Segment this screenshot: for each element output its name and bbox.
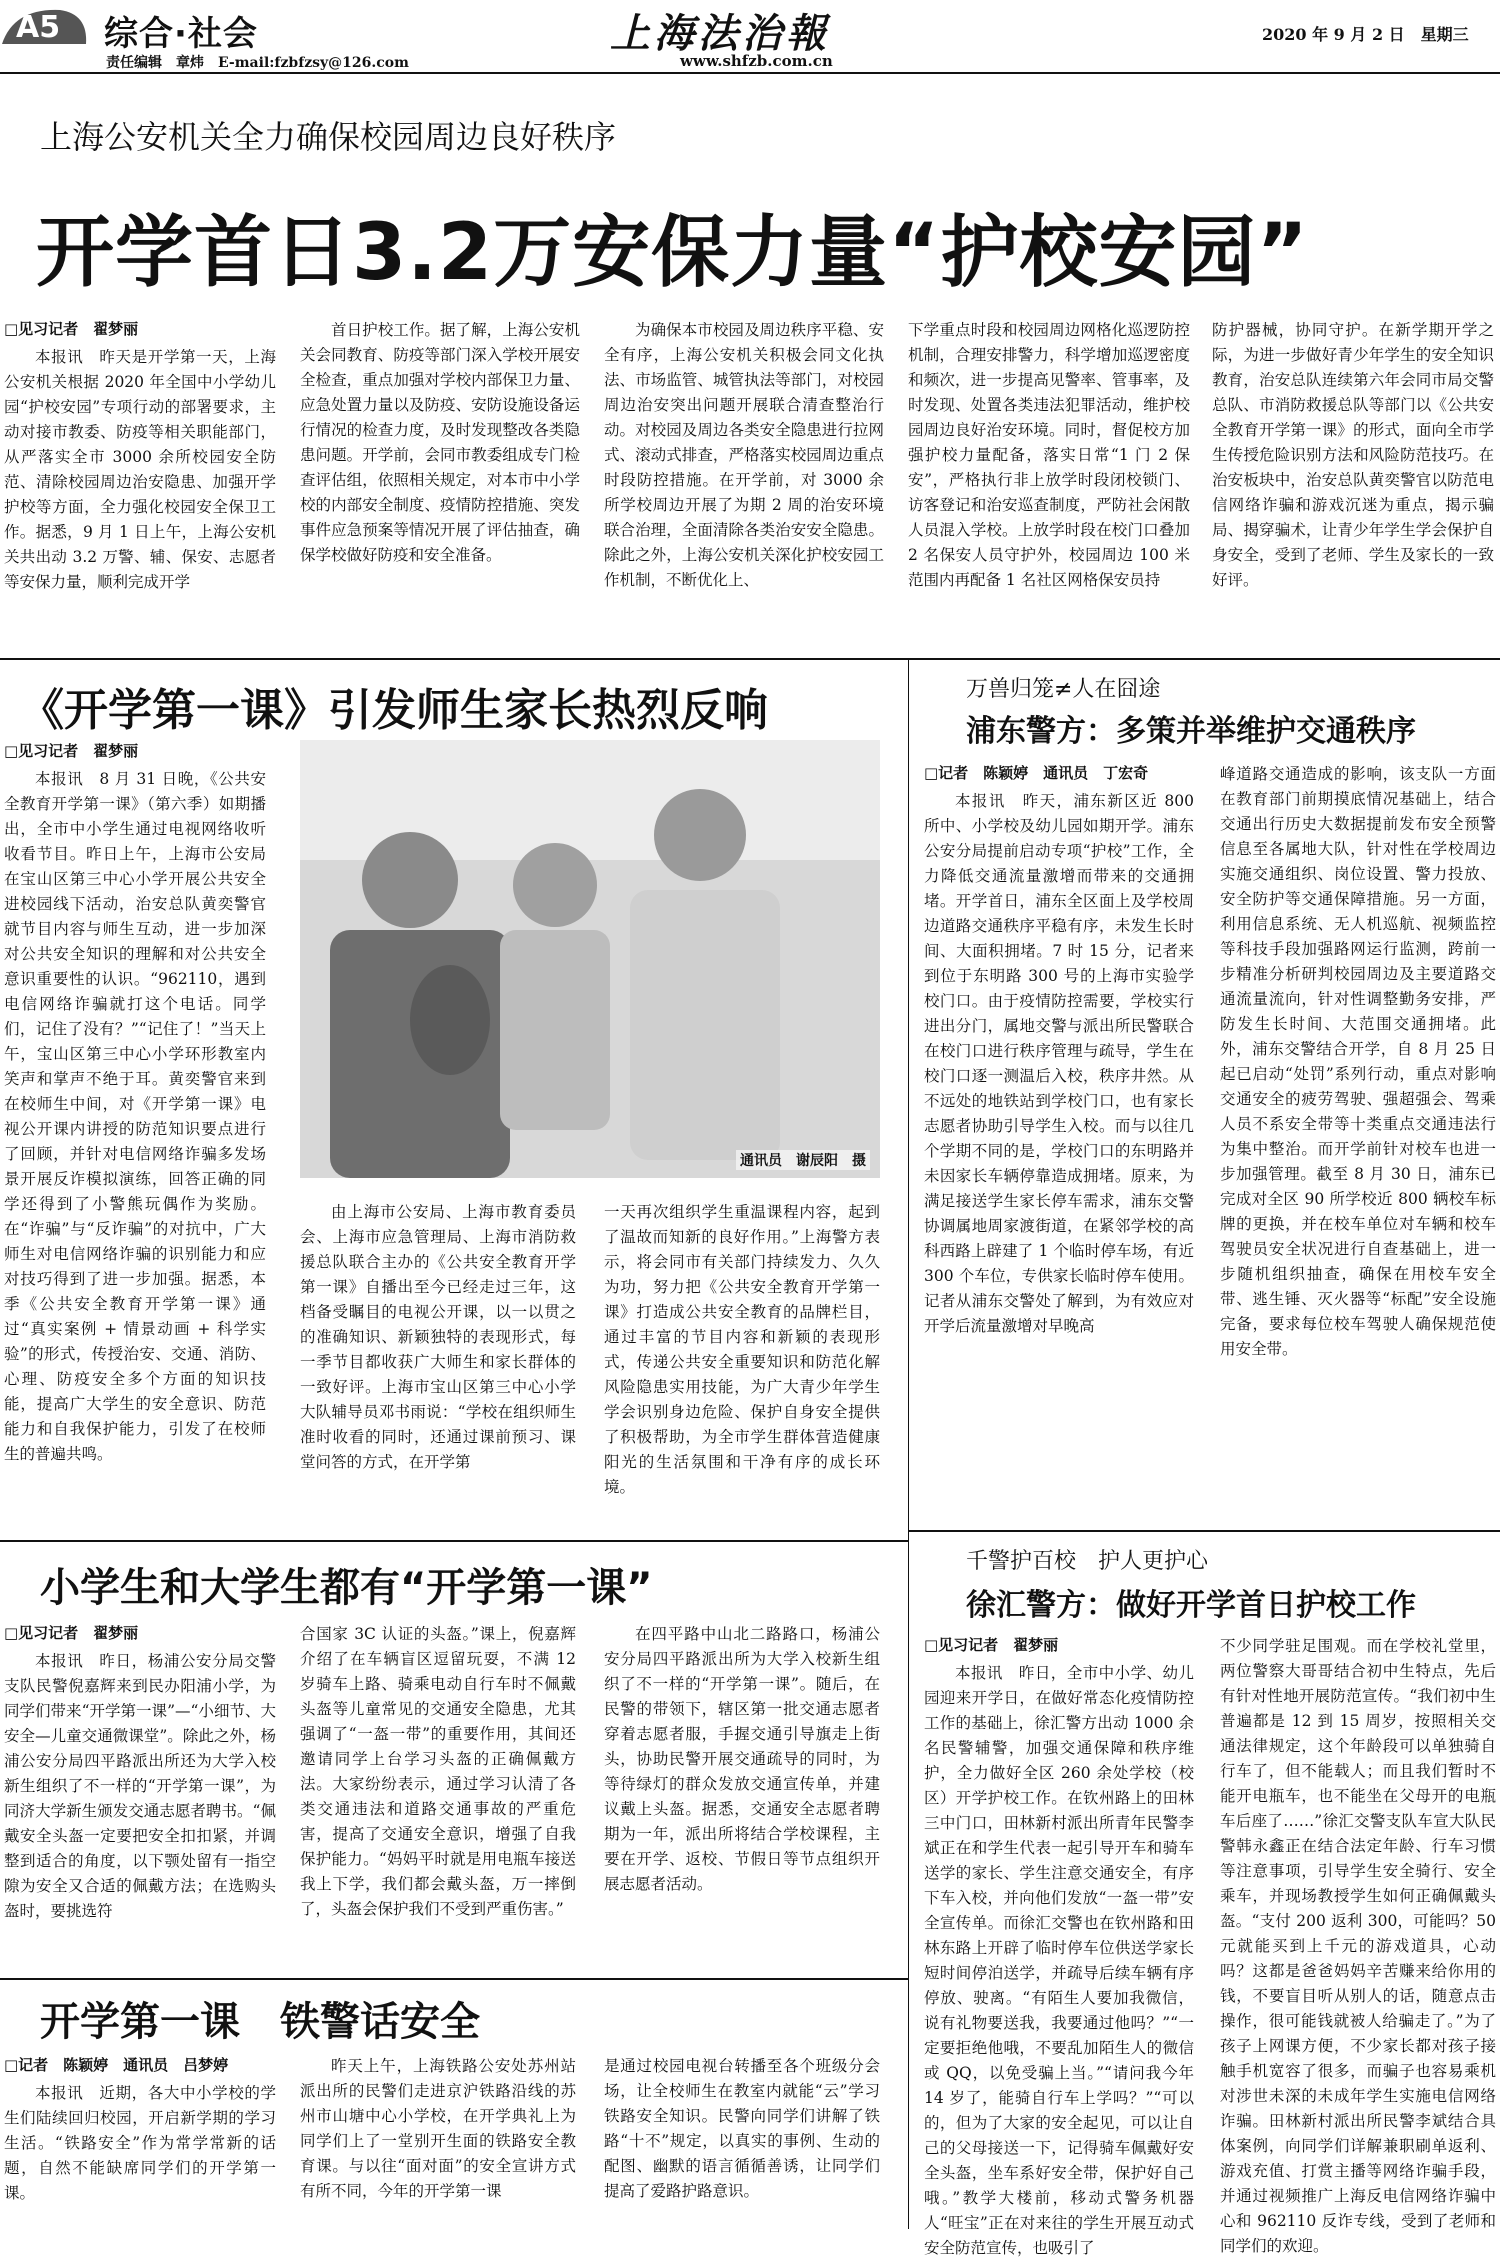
story2-col2 <box>300 1200 576 1530</box>
story3-text: 峰道路交通造成的影响，该支队一方面在教育部门前期摸底情况基础上，结合交通出行历史大数据提前发布安全预警信息至各属地大队，针对性在学校周边实施交通组织、岗位设置、警力投放、安全防护等交通保障措施。另一方面，利用信息系统、无人机巡航、视频监控等科技手段加强路网运行监测，跨前一步精准分析研判校园周边及主要道路交通流量流向，针对性调整勤务安排，严防发生长时间、大范围交通拥堵。此外，浦东交警结合开学，自 8 月 25 日起已启动“处罚”系列行动，重点对影响交通安全的疲劳驾驶、强超强会、驾乘人员不系安全带等十类重点交通违法行为集中整治。而开学前针对校车也进一步加强管理。截至 8 月 30 日，浦东已完成对全区 90 所学校近 800 辆校车标牌的更换，并在校车单位对车辆和校车驾驶员安全状况进行自查基础上，进一步随机组织抽查，确保在用校车安全带、逃生锤、灭火器等“标配”安全设施完备，要求每位校车驾驶人确保规范使用安全带。 <box>1220 765 1496 1358</box>
story1-headline: 开学首日3.2万安保力量“护校安园” <box>36 208 1309 298</box>
story6-col1 <box>4 2054 276 2226</box>
story4-text: 本报讯 昨日，全市中小学、幼儿园迎来开学日，在做好常态化疫情防控工作的基础上，徐汇警方出动 1000 余名民警辅警，加强交通保障和秩序维护，全力做好全区 260 余处学校（校区）开学护校工作。在钦州路上的田林三中门口，田林新村派出所青年民警李斌正在和学生代表一起引导开车和骑车送学的家长、学生注意交通安全，有序下车入校，并向他们发放“一盔一带”安全宣传单。而徐汇交警也在钦州路和田林东路上开辟了临时停车位供送学家长短时间停泊送学，并疏导后续车辆有序停放、驶离。“有陌生人要加我微信，说有礼物要送我，我要通过他吗？”“一定要拒绝他哦，不要乱加陌生人的微信或 QQ，以免受骗上当。”“请问我今年 14 岁了，能骑自行车上学吗？”“可以的，但为了大家的安全起见，可以让自己的父母接送一下，记得骑车佩戴好安全头盔，坐车系好安全带，保护好自己哦。”教学大楼前，移动式警务机器人“旺宝”正在对来往的学生开展互动式安全防范宣传，也吸引了 <box>924 1664 1194 2257</box>
issue-date: 2020 年 9 月 2 日 星期三 <box>1262 25 1469 44</box>
editor-line: 责任编辑 章炜 E-mail:fzbfzsy@126.com <box>106 55 409 71</box>
photo-illustration <box>300 740 880 1178</box>
story2-text: 一天再次组织学生重温课程内容，起到了温故而知新的良好作用。”上海警方表示，将会同市有关部门持续发力、久久为功，努力把《公共安全教育开学第一课》打造成公共安全教育的品牌栏目，通过丰富的节目内容和新颖的表现形式，传递公共安全重要知识和防范化解风险隐患实用技能，为广大青少年学生学会识别身边危险、保护自身安全提供了积极帮助，为全市学生群体营造健康阳光的生活氛围和干净有序的成长环境。 <box>604 1203 880 1496</box>
photo-credit: 通讯员 谢辰阳 摄 <box>736 1150 870 1170</box>
story5-headline: 小学生和大学生都有“开学第一课” <box>40 1565 653 1611</box>
story5-byline: □见习记者 翟梦丽 <box>4 1624 139 1642</box>
story5-text: 合国家 3C 认证的头盔。”课上，倪嘉辉介绍了在车辆盲区逗留玩耍，不满 12 岁骑车上路、骑乘电动自行车时不佩戴头盔等儿童常见的交通安全隐患，尤其强调了“一盔一带”的重要作用，其间还邀请同学上台学习头盔的正确佩戴方法。大家纷纷表示，通过学习认清了各类交通违法和道路交通事故的严重危害，提高了交通安全意识，增强了自我保护能力。“妈妈平时就是用电瓶车接送我上下学，我们都会戴头盔，万一摔倒了，头盔会保护我们不受到严重伤害。” <box>300 1625 576 1918</box>
story6-byline: □记者 陈颖婷 通讯员 吕梦婷 <box>4 2056 229 2074</box>
story5-text: 在四平路中山北二路路口，杨浦公安分局四平路派出所为大学入校新生组织了不一样的“开学第一课”。随后，在民警的带领下，辖区第一批交通志愿者穿着志愿者服，手握交通引导旗走上街头，协助民警开展交通疏导的同时，为等待绿灯的群众发放交通宣传单，并建议戴上头盔。据悉，交通安全志愿者聘期为一年，派出所将结合学校课程，主要在开学、返校、节假日等节点组织开展志愿者活动。 <box>604 1625 880 1893</box>
story4-byline: □见习记者 翟梦丽 <box>924 1636 1059 1654</box>
section-title: 综合·社会 <box>104 14 258 54</box>
story5-rule <box>0 1978 908 1980</box>
story1-text: 下学重点时段和校园周边网格化巡逻防控机制，合理安排警力，科学增加巡逻密度和频次，进一步提高见警率、管事率，及时发现、处置各类违法犯罪活动，维护校园周边良好治安环境。同时，督促校方加强护校力量配备，落实日常“1 门 2 保安”，严格执行非上放学时段闭校锁门、访客登记和治安巡查制度，严防社会闲散人员混入学校。上放学时段在校门口叠加 2 名保安人员守护外，校园周边 100 米范围内再配备 1 名社区网格保安员持 <box>908 321 1190 589</box>
story6-headline: 开学第一课 铁警话安全 <box>40 1999 480 2045</box>
story1-text: 首日护校工作。据了解，上海公安机关会同教育、防疫等部门深入学校开展安全检查，重点加强对学校内部保卫力量、应急处置力量以及防疫、安防设施设备运行情况的检查力度，及时发现整改各类隐患问题。开学前，会同市教委组成专门检查评估组，依照相关规定，对本市中小学校的内部安全制度、疫情防控措施、突发事件应急预案等情况开展了评估抽查，确保学校做好防疫和安全准备。 <box>300 321 580 564</box>
story4-col1 <box>924 1634 1194 2257</box>
story3-headline: 浦东警方：多策并举维护交通秩序 <box>966 714 1416 749</box>
story1-col3 <box>604 318 884 648</box>
story1-byline: □见习记者 翟梦丽 <box>4 320 139 338</box>
story1-kicker: 上海公安机关全力确保校园周边良好秩序 <box>40 118 617 156</box>
story3-rule <box>908 1530 1500 1532</box>
story5-col2 <box>300 1622 576 1972</box>
story4-headline: 徐汇警方：做好开学首日护校工作 <box>966 1588 1416 1623</box>
story4-col2 <box>1220 1634 1496 2255</box>
page-number: A5 <box>16 10 61 45</box>
story5-col1 <box>4 1622 276 1972</box>
website: www.shfzb.com.cn <box>680 52 833 70</box>
story3-col1 <box>924 762 1194 1520</box>
masthead <box>0 0 1500 72</box>
vertical-rule <box>908 660 909 2229</box>
story4-kicker: 千警护百校 护人更护心 <box>966 1549 1209 1574</box>
story6-text: 是通过校园电视台转播至各个班级分会场，让全校师生在教室内就能“云”学习铁路安全知识。民警向同学们讲解了铁路“十不”规定，以真实的事例、生动的配图、幽默的语言循循善诱，让同学们提高了爱路护路意识。 <box>604 2057 880 2200</box>
story2-headline: 《开学第一课》引发师生家长热烈反响 <box>20 685 768 736</box>
paper-name-logo: 上海法治報 <box>610 10 830 57</box>
story3-kicker: 万兽归笼≠人在囧途 <box>966 677 1161 702</box>
story2-text: 由上海市公安局、上海市教育委员会、上海市应急管理局、上海市消防救援总队联合主办的《公共安全教育开学第一课》自播出至今已经走过三年，这档备受瞩目的电视公开课，以一以贯之的准确知识、新颖独特的表现形式，每一季节目都收获广大师生和家长群体的一致好评。上海市宝山区第三中心小学大队辅导员邓书雨说：“学校在组织师生准时收看的同时，还通过课前预习、课堂问答的方式，在开学第 <box>300 1203 576 1471</box>
story2-col3 <box>604 1200 880 1530</box>
story1-col2 <box>300 318 580 648</box>
story4-text: 不少同学驻足围观。而在学校礼堂里，两位警察大哥哥结合初中生特点，先后有针对性地开展防范宣传。“我们初中生普遍都是 12 到 15 周岁，按照相关交通法律规定，这个年龄段可以单独骑自行车了，但不能载人；而且我们暂时不能开电瓶车，也不能坐在父母开的电瓶车后座了……”徐汇交警支队车宣大队民警韩永鑫正在结合法定年龄、行车习惯等注意事项，引导学生安全骑行、安全乘车，并现场教授学生如何正确佩戴头盔。“支付 200 返利 300，可能吗？50 元就能买到上千元的游戏道具，心动吗？这都是爸爸妈妈辛苦赚来给你用的钱，不要盲目听从别人的话，随意点击操作，很可能钱就被人给骗走了。”为了孩子上网课方便，不少家长都对孩子接触手机宽容了很多，而骗子也容易乘机对涉世未深的未成年学生实施电信网络诈骗。田林新村派出所民警李斌结合具体案例，向同学们详解兼职刷单返利、游戏充值、打赏主播等网络诈骗手段，并通过视频推广上海反电信网络诈骗中心和 962110 反诈专线，受到了老师和同学们的欢迎。 <box>1220 1637 1496 2255</box>
story3-text: 本报讯 昨天，浦东新区近 800 所中、小学校及幼儿园如期开学。浦东公安分局提前启动专项“护校”工作，全力降低交通流量激增而带来的交通拥堵。开学首日，浦东全区面上及学校周边道路交通秩序平稳有序，未发生长时间、大面积拥堵。7 时 15 分，记者来到位于东明路 300 号的上海市实验学校门口。由于疫情防控需要，学校实行进出分门，属地交警与派出所民警联合在校门口进行秩序管理与疏导，学生在校门口逐一测温后入校，秩序井然。从不远处的地铁站到学校门口，也有家长志愿者协助引导学生入校。而与以往几个学期不同的是，学校门口的东明路并未因家长车辆停靠造成拥堵。原来，为满足接送学生家长停车需求，浦东交警协调属地周家渡街道，在紧邻学校的高科西路上辟建了 1 个临时停车场，有近 300 个车位，专供家长临时停车使用。记者从浦东交警处了解到，为有效应对开学后流量激增对早晚高 <box>924 792 1194 1335</box>
story2-text: 本报讯 8 月 31 日晚，《公共安全教育开学第一课》（第六季）如期播出，全市中小学生通过电视网络收听收看节目。昨日上午，上海市公安局在宝山区第三中心小学开展公共安全进校园线下活动，治安总队黄奕警官就节目内容与师生互动，进一步加深对公共安全知识的理解和对公共安全意识重要性的认识。“962110，遇到电信网络诈骗就打这个电话。同学们，记住了没有？”“记住了！”当天上午，宝山区第三中心小学环形教室内笑声和掌声不绝于耳。黄奕警官来到在校师生中间，对《开学第一课》电视公开课内讲授的防范知识要点进行了回顾，并针对电信网络诈骗多发场景开展反诈模拟演练，回答正确的同学还得到了小警熊玩偶作为奖励。在“诈骗”与“反诈骗”的对抗中，广大师生对电信网络诈骗的识别能力和应对技巧得到了进一步加强。据悉，本季《公共安全教育开学第一课》通过“真实案例 + 情景动画 + 科学实验”的形式，传授治安、交通、消防、心理、防疫安全多个方面的知识技能，提高广大学生的安全意识、防范能力和自我保护能力，引发了在校师生的普遍共鸣。 <box>4 770 266 1463</box>
story3-col2 <box>1220 762 1496 1520</box>
story5-text: 本报讯 昨日，杨浦公安分局交警支队民警倪嘉辉来到民办阳浦小学，为同学们带来“开学第一课”—“小细节、大安全—儿童交通微课堂”。除此之外，杨浦公安分局四平路派出所还为大学入校新生组织了不一样的“开学第一课”，为同济大学新生颁发交通志愿者聘书。“佩戴安全头盔一定要把安全扣扣紧，并调整到适合的角度，以下颚处留有一指空隙为安全又合适的佩戴方法；在选购头盔时，要挑选符 <box>4 1652 276 1920</box>
story1-text: 本报讯 昨天是开学第一天，上海公安机关根据 2020 年全国中小学幼儿园“护校安园”专项行动的部署要求，主动对接市教委、防疫等相关职能部门，从严落实全市 3000 余所校园安全防范、清除校园周边治安隐患、加强开学护校等方面，全力强化校园安全保卫工作。据悉，9 月 1 日上午，上海公安机关共出动 3.2 万警、辅、保安、志愿者等安保力量，顺利完成开学 <box>4 348 276 591</box>
story2-col1 <box>4 740 266 1530</box>
news-photo <box>300 740 880 1178</box>
story1-text: 防护器械，协同守护。在新学期开学之际，为进一步做好青少年学生的安全知识教育，治安总队连续第六年会同市局交警总队、市消防救援总队等部门以《公共安全教育开学第一课》的形式，面向全市学生传授危险识别方法和风险防范技巧。在治安板块中，治安总队黄奕警官以防范电信网络诈骗和游戏沉迷为重点，揭示骗局、揭穿骗术，让青少年学生学会保护自身安全，受到了老师、学生及家长的一致好评。 <box>1212 321 1494 589</box>
story6-text: 昨天上午，上海铁路公安处苏州站派出所的民警们走进京沪铁路沿线的苏州市山塘中心小学校，在开学典礼上为同学们上了一堂别开生面的铁路安全教育课。与以往“面对面”的安全宣讲方式有所不同，今年的开学第一课 <box>300 2057 576 2200</box>
story2-byline: □见习记者 翟梦丽 <box>4 742 139 760</box>
story6-text: 本报讯 近期，各大中小学校的学生们陆续回归校园，开启新学期的学习生活。“铁路安全”作为常学常新的话题，自然不能缺席同学们的开学第一课。 <box>4 2084 276 2202</box>
story1-col5 <box>1212 318 1494 648</box>
story2-rule <box>0 1540 908 1542</box>
story1-text: 为确保本市校园及周边秩序平稳、安全有序，上海公安机关积极会同文化执法、市场监管、城管执法等部门，对校园周边治安突出问题开展联合清查整治行动。对校园及周边各类安全隐患进行拉网式、滚动式排查，严格落实校园周边重点时段防控措施。在开学前，对 3000 余所学校周边开展了为期 2 周的治安环境联合治理，全面清除各类治安安全隐患。除此之外，上海公安机关深化护校安园工作机制，不断优化上、 <box>604 321 884 589</box>
story3-byline: □记者 陈颖婷 通讯员 丁宏奇 <box>924 764 1149 782</box>
story1-rule <box>0 658 1500 660</box>
story5-col3 <box>604 1622 880 1972</box>
story6-col2 <box>300 2054 576 2226</box>
story6-col3 <box>604 2054 880 2226</box>
story1-col4 <box>908 318 1190 648</box>
story1-col1 <box>4 318 276 648</box>
masthead-rule <box>0 72 1500 74</box>
page-number-badge <box>0 4 90 48</box>
